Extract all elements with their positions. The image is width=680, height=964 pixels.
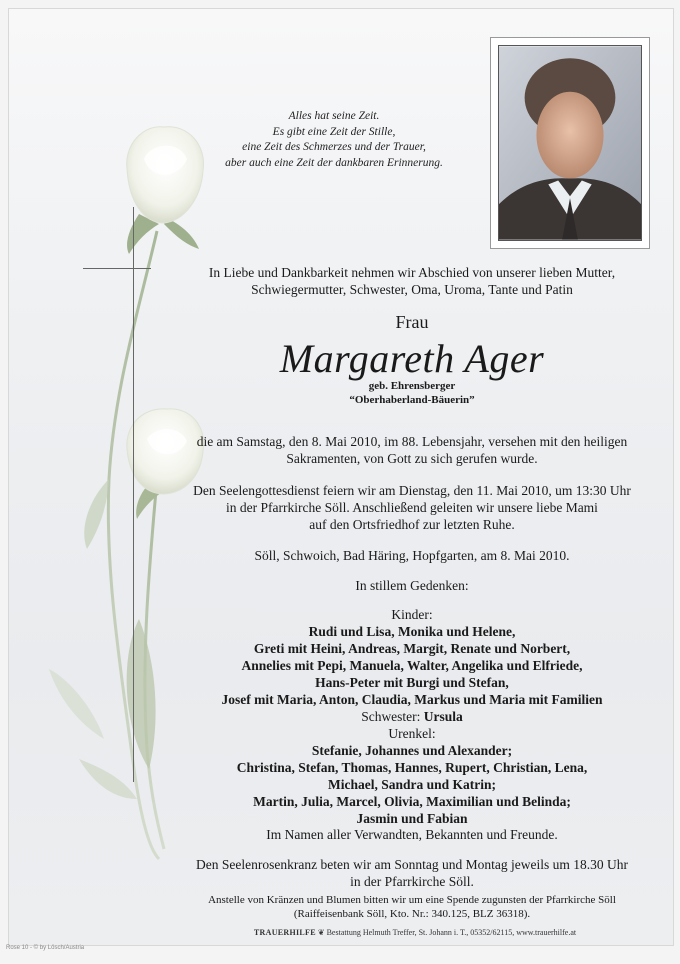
obituary-card [8,8,674,946]
service-line: in der Pfarrkirche Söll. Anschließend geleiten wir unsere liebe Mami [226,500,598,515]
deceased-name: Margareth Ager [279,336,545,381]
donation-line: Anstelle von Kränzen und Blumen bitten wir um eine Spende zugunsten der Pfarrkirche Söll [208,894,616,906]
family-line: Jasmin und Fabian [356,811,468,826]
rosary-line: Den Seelenrosenkranz beten wir am Sonntag und Montag jeweils um 18.30 Uhr [196,857,628,872]
salutation: Frau [395,312,429,332]
cross-horizontal [83,268,151,269]
schwester-name: Ursula [423,709,463,724]
family-line: Michael, Sandra und Katrin; [327,777,497,792]
family-line: Martin, Julia, Marcel, Olivia, Maximilian und Belinda; [253,794,571,809]
farm-name: “Oberhaberland-Bäuerin” [349,394,475,406]
service-line: Den Seelengottesdienst feiern wir am Dienstag, den 11. Mai 2010, um 13:30 Uhr [193,483,631,498]
family-line: Stefanie, Johannes und Alexander; [311,743,513,758]
footer-rose-icon: ❦ [317,928,325,937]
urenkel-label: Urenkel: [388,726,436,741]
mourning-line: In stillem Gedenken: [355,578,469,593]
schwester-line [179,708,645,725]
schwester-label: Schwester: [361,709,421,724]
intro-line: In Liebe und Dankbarkeit nehmen wir Abschied von unserer lieben Mutter, [208,265,616,280]
rosary-line: in der Pfarrkirche Söll. [350,874,474,889]
death-line: die am Samstag, den 8. Mai 2010, im 88. Lebensjahr, versehen mit den heiligen [196,434,628,449]
quote-line: eine Zeit des Schmerzes und der Trauer, [242,141,426,153]
footer-text: Bestattung Helmuth Treffer, St. Johann i. T., 05352/62115, www.trauerhilfe.at [326,928,577,937]
copyright: Rose 10 - © by Lösch/Austria [6,945,85,951]
birth-name: geb. Ehrensberger [368,380,456,392]
family-line: Rudi und Lisa, Monika und Helene, [308,624,516,639]
service-notice [179,482,645,533]
donation-notice [179,893,645,921]
cross-vertical [133,207,134,782]
donation-line: (Raiffeisenbank Söll, Kto. Nr.: 340.125, BLZ 36318). [293,908,531,920]
family-line: Josef mit Maria, Anton, Claudia, Markus und Maria mit Familien [221,692,603,707]
intro [179,264,645,298]
kinder-label: Kinder: [391,607,433,622]
footer-brand: TRAUERHILFE [253,928,316,937]
quote-line: aber auch eine Zeit der dankbaren Erinnerung. [225,156,443,169]
place-date: Söll, Schwoich, Bad Häring, Hopfgarten, am 8. Mai 2010. [254,548,570,563]
relatives-line: Im Namen aller Verwandten, Bekannten und Freunde. [266,827,558,842]
intro-line: Schwiegermutter, Schwester, Oma, Uroma, Tante und Patin [251,282,573,297]
family-line: Annelies mit Pepi, Manuela, Walter, Angelika und Elfriede, [241,658,583,673]
family-line: Christina, Stefan, Thomas, Hannes, Rupert, Christian, Lena, [236,760,588,775]
death-line: Sakramenten, von Gott zu sich gerufen wurde. [286,451,538,466]
rosary-notice [179,856,645,890]
family-line: Greti mit Heini, Andreas, Margit, Renate und Norbert, [253,641,571,656]
portrait-photo [498,45,642,241]
death-notice [179,433,645,467]
quote-line: Alles hat seine Zeit. [288,110,380,122]
quote-line: Es gibt eine Zeit der Stille, [272,125,396,138]
family-list [179,606,645,827]
footer [215,928,615,937]
portrait-frame [490,37,650,249]
service-line: auf den Ortsfriedhof zur letzten Ruhe. [309,517,515,532]
family-line: Hans-Peter mit Burgi und Stefan, [315,675,509,690]
quote [169,109,499,171]
